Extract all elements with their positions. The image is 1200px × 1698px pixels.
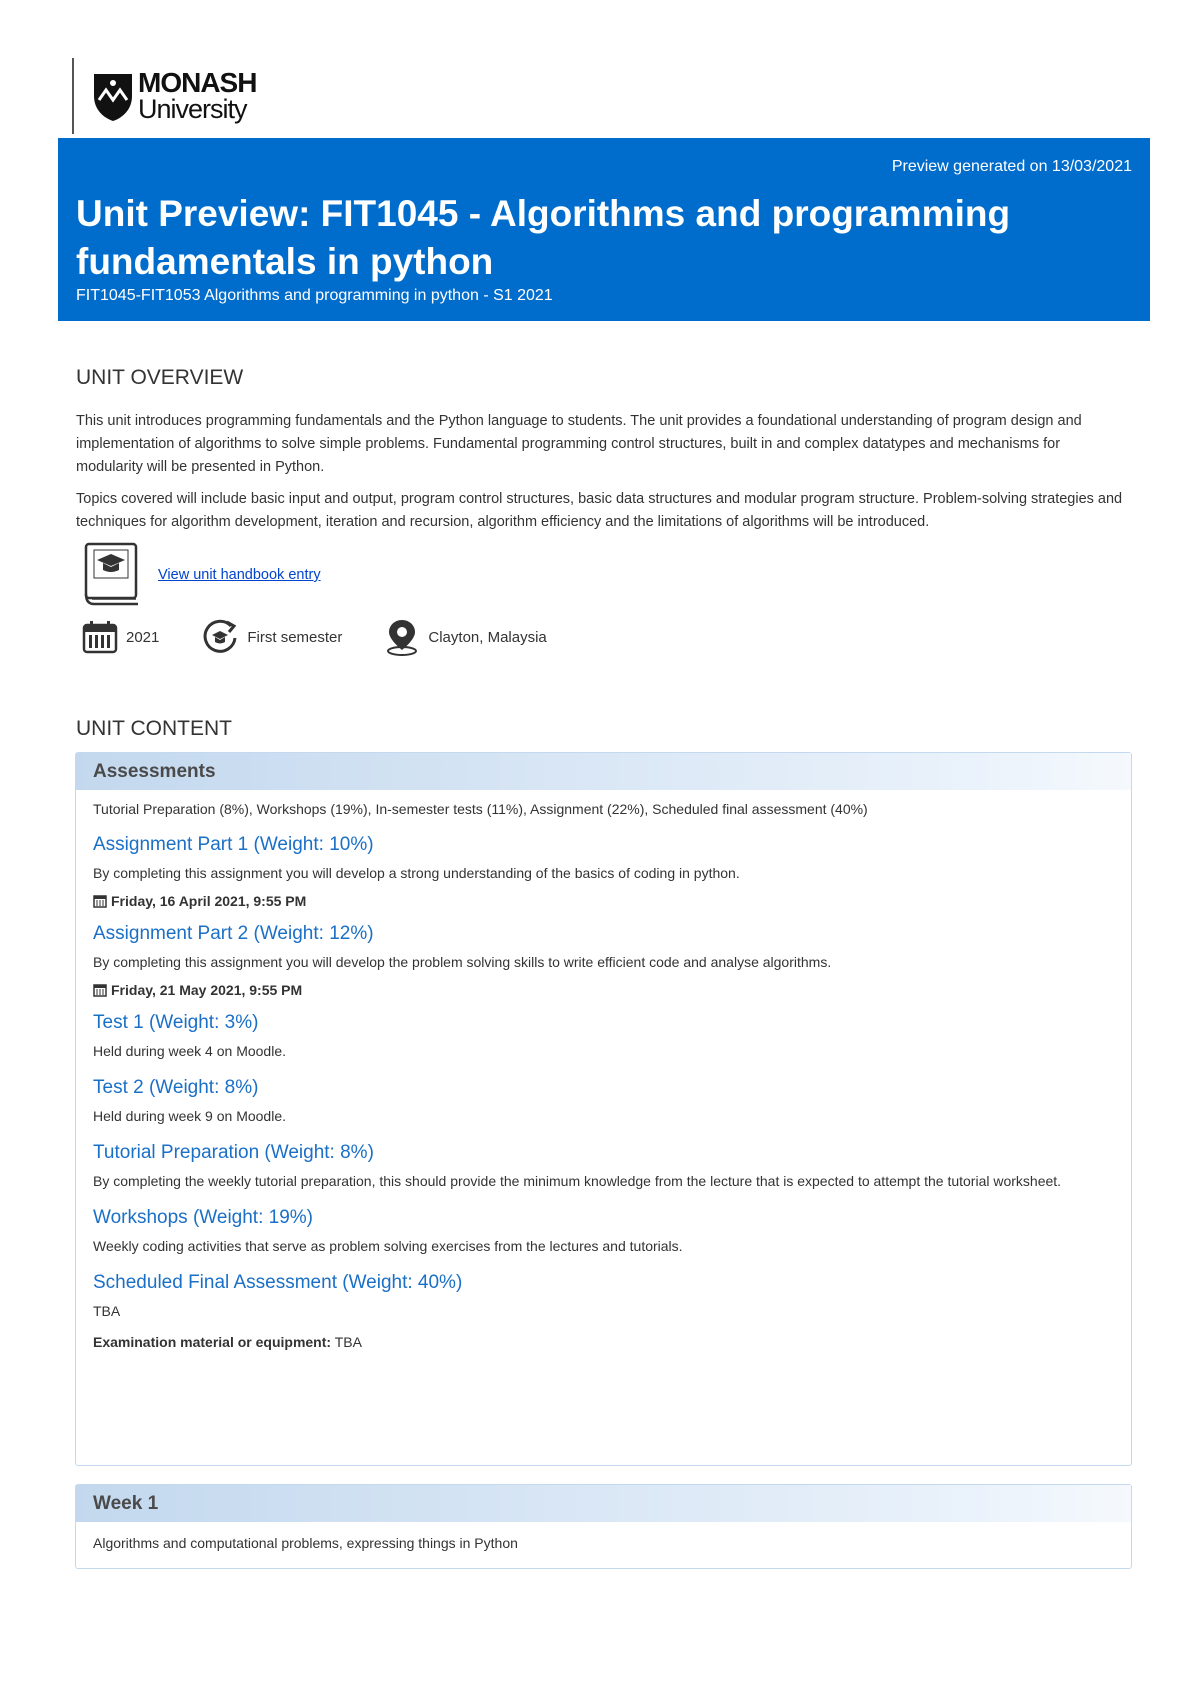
assessment-title: Assignment Part 2 (Weight: 12%) [93, 923, 374, 944]
semester-cycle-icon [201, 618, 239, 656]
assessments-summary: Tutorial Preparation (8%), Workshops (19%), In-semester tests (11%), Assignment (22%), Scheduled final assessment (40%) [93, 801, 868, 817]
assessment-title: Workshops (Weight: 19%) [93, 1207, 313, 1228]
assessment-description: By completing this assignment you will develop the problem solving skills to write efficient code and analyse algorithms. [93, 954, 832, 970]
exam-material-row [93, 1331, 1114, 1354]
assessment-description: Held during week 4 on Moodle. [93, 1043, 287, 1059]
calendar-icon [93, 983, 107, 997]
handbook-book-icon [84, 542, 140, 608]
assessment-item [93, 1076, 1114, 1128]
assessment-title: Tutorial Preparation (Weight: 8%) [93, 1142, 374, 1163]
monash-shield-icon [92, 70, 134, 122]
assessment-due-date [93, 893, 1114, 909]
assessment-description: By completing this assignment you will develop a strong understanding of the basics of coding in python. [93, 865, 740, 881]
semester-value: First semester [247, 628, 343, 646]
calendar-icon [82, 620, 118, 654]
due-date-text: Friday, 16 April 2021, 9:55 PM [111, 893, 307, 909]
view-handbook-link[interactable]: View unit handbook entry [158, 567, 321, 583]
handbook-entry [84, 542, 321, 608]
week-1-description: Algorithms and computational problems, expressing things in Python [93, 1535, 518, 1551]
assessment-title: Assignment Part 1 (Weight: 10%) [93, 834, 374, 855]
assessment-title: Test 2 (Weight: 8%) [93, 1077, 259, 1098]
week-1-panel [75, 1484, 1132, 1569]
unit-meta [82, 618, 589, 656]
assessment-item [93, 922, 1114, 998]
overview-paragraph-1: This unit introduces programming fundamentals and the Python language to students. The unit provides a foundational understanding of program design and implementation of algorithms to solve simple problems. Fundamental programming control structures, built in and complex datatypes and mechanisms for modularity will be presented in Python. [76, 413, 1082, 475]
assessment-description: Held during week 9 on Moodle. [93, 1108, 287, 1124]
preview-generated-date: Preview generated on 13/03/2021 [891, 158, 1132, 175]
page-title: Unit Preview: FIT1045 - Algorithms and programming fundamentals in python [76, 193, 1011, 282]
assessment-item [93, 1271, 1114, 1354]
assessment-title: Test 1 (Weight: 3%) [93, 1012, 259, 1033]
assessment-item [93, 1011, 1114, 1063]
assessment-description: Weekly coding activities that serve as problem solving exercises from the lectures and tutorials. [93, 1238, 683, 1254]
unit-banner [58, 138, 1150, 321]
calendar-icon [93, 894, 107, 908]
semester-meta [201, 618, 342, 656]
location-pin-icon [384, 618, 420, 656]
due-date-text: Friday, 21 May 2021, 9:55 PM [111, 982, 303, 998]
assessment-item [93, 833, 1114, 909]
unit-content-heading: UNIT CONTENT [76, 717, 232, 740]
location-meta [384, 618, 546, 656]
assessment-item [93, 1206, 1114, 1258]
assessments-panel [75, 752, 1132, 1466]
overview-paragraph-2: Topics covered will include basic input and output, program control structures, basic data structures and modular program structure. Problem-solving strategies and techniques for algorithm development, iteration and recursion, algorithm efficiency and the limitations of algorithms will be introduced. [76, 491, 1123, 530]
logo-line1: MONASH [138, 67, 257, 98]
exam-material-value: TBA [334, 1334, 362, 1350]
assessment-description: By completing the weekly tutorial preparation, this should provide the minimum knowledge from the lecture that is expected to attempt the tutorial worksheet. [93, 1173, 1062, 1189]
year-value: 2021 [126, 628, 160, 646]
unit-offering-subtitle: FIT1045-FIT1053 Algorithms and programming in python - S1 2021 [76, 287, 553, 304]
logo-line2: University [138, 94, 247, 124]
assessment-title: Scheduled Final Assessment (Weight: 40%) [93, 1272, 463, 1293]
week-1-panel-title: Week 1 [76, 1485, 1131, 1522]
assessments-panel-title: Assessments [76, 753, 1131, 790]
year-meta [82, 620, 159, 654]
monash-logo [72, 58, 256, 134]
logo-divider [72, 58, 74, 134]
assessment-description: TBA [93, 1303, 121, 1319]
exam-material-label: Examination material or equipment: [93, 1334, 332, 1350]
location-value: Clayton, Malaysia [428, 628, 547, 646]
assessment-item [93, 1141, 1114, 1193]
assessment-due-date [93, 982, 1114, 998]
unit-overview-heading: UNIT OVERVIEW [76, 366, 244, 389]
